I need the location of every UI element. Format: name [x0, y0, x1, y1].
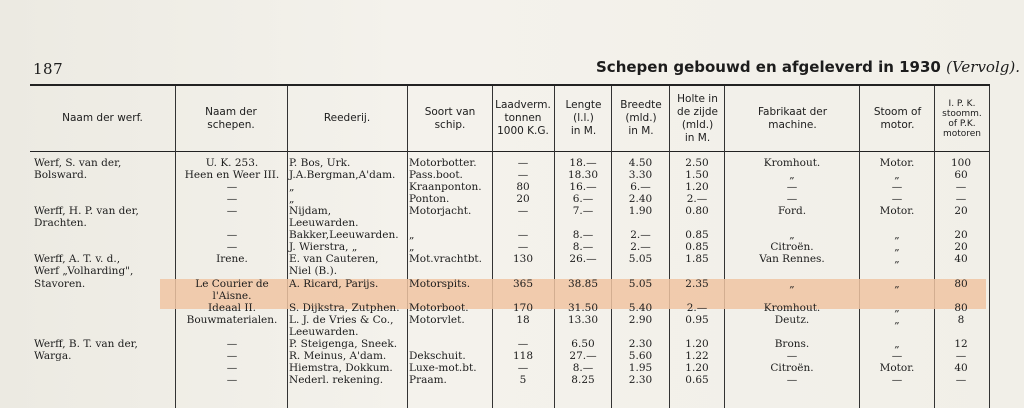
cell-laad: — — [517, 241, 529, 254]
cell-fabr: — — [786, 373, 798, 386]
cell-fabr: — — [786, 193, 798, 206]
cell-laad: 130 — [512, 253, 534, 266]
cell-reed: Leeuwarden. — [289, 217, 359, 230]
cell-soort: Motorvlet. — [409, 313, 465, 326]
cell-reed: „ — [289, 193, 295, 206]
cell-naam: — — [226, 373, 238, 386]
cell-naam: Heen en Weer III. — [184, 169, 280, 182]
cell-leng: 16.— — [569, 181, 597, 194]
cell-holte: 1.50 — [685, 169, 709, 182]
header-ipk: I. P. K. stoomm. of P.K. motoren — [942, 98, 982, 139]
cell-stoom: „ — [894, 253, 900, 266]
cell-reed: A. Ricard, Parijs. — [289, 277, 379, 290]
table-row — [0, 206, 1024, 217]
table-row — [0, 170, 1024, 181]
page-number: 187 — [33, 60, 64, 78]
cell-naam: Ideaal II. — [208, 301, 256, 314]
cell-laad: 170 — [512, 301, 534, 314]
cell-stoom: Motor. — [879, 361, 915, 374]
cell-leng: 8.— — [572, 361, 594, 374]
table-row — [0, 315, 1024, 326]
cell-bre: 2.90 — [628, 313, 653, 326]
cell-ipk: 80 — [954, 301, 968, 314]
cell-holte: 0.80 — [685, 205, 709, 218]
cell-naam: — — [226, 181, 238, 194]
cell-bre: 4.50 — [628, 157, 653, 169]
cell-soort: Kraanponton. — [409, 181, 482, 194]
cell-laad: 20 — [516, 193, 530, 206]
cell-reed: J.A.Bergman,A'dam. — [289, 169, 396, 182]
cell-fabr: Citroën. — [770, 361, 814, 374]
cell-ipk: 40 — [954, 361, 968, 374]
cell-reed: Nijdam, — [289, 205, 332, 218]
table-row — [0, 254, 1024, 265]
header-stoom: Stoom of motor. — [873, 105, 922, 131]
cell-werf: Stavoren. — [34, 277, 86, 290]
cell-ipk: 40 — [954, 253, 968, 266]
cell-ipk: 60 — [954, 169, 968, 182]
cell-reed: Leeuwarden. — [289, 325, 359, 338]
cell-reed: Bakker,Leeuwarden. — [289, 229, 399, 242]
cell-holte: 1.22 — [685, 349, 709, 362]
cell-laad: — — [517, 157, 529, 169]
cell-leng: 7.— — [572, 205, 594, 218]
cell-laad: 5 — [519, 373, 527, 386]
cell-holte: 0.95 — [685, 313, 709, 326]
cell-holte: 1.20 — [685, 337, 709, 350]
cell-reed: S. Dijkstra, Zutphen. — [289, 301, 400, 314]
table-row — [0, 351, 1024, 362]
table-row — [0, 339, 1024, 350]
cell-stoom: „ — [894, 313, 900, 326]
cell-leng: 13.30 — [567, 313, 599, 326]
cell-ipk: 100 — [950, 157, 972, 169]
cell-holte: 1.85 — [685, 253, 709, 266]
cell-soort: „ — [409, 229, 415, 242]
cell-ipk: 8 — [957, 313, 965, 326]
header-lengte: Lengte (l.l.) in M. — [565, 99, 602, 137]
cell-stoom: Motor. — [879, 205, 915, 218]
cell-reed: Niel (B.). — [289, 265, 338, 278]
cell-holte: 1.20 — [685, 361, 709, 374]
cell-leng: 26.— — [569, 253, 597, 266]
cell-stoom: „ — [894, 241, 900, 254]
cell-werf: Werff, A. T. v. d., — [34, 253, 121, 266]
cell-naam: Irene. — [216, 253, 248, 266]
cell-holte: 2.— — [686, 193, 708, 206]
header-reederij: Reederij. — [323, 112, 371, 124]
header-breedte: Breedte (mld.) in M. — [620, 99, 662, 137]
cell-laad: — — [517, 229, 529, 242]
cell-stoom: — — [891, 349, 903, 362]
cell-stoom: — — [891, 193, 903, 206]
cell-holte: 1.20 — [685, 181, 709, 194]
cell-fabr: — — [786, 181, 798, 194]
cell-soort: Luxe-mot.bt. — [409, 361, 477, 374]
cell-laad: 18 — [516, 313, 530, 326]
cell-ipk: — — [955, 181, 967, 194]
table-row — [0, 363, 1024, 374]
cell-reed: R. Meinus, A'dam. — [289, 349, 387, 362]
cell-stoom: „ — [894, 229, 900, 242]
cell-leng: 6.— — [572, 193, 594, 206]
table-row — [0, 158, 1024, 169]
table-row — [0, 375, 1024, 386]
cell-leng: 8.— — [572, 229, 594, 242]
cell-fabr: — — [786, 349, 798, 362]
cell-bre: 2.— — [630, 229, 651, 242]
cell-leng: 31.50 — [567, 301, 599, 314]
cell-holte: 0.85 — [685, 229, 709, 242]
cell-holte: 0.65 — [685, 373, 709, 386]
cell-holte: 2.35 — [685, 277, 709, 290]
cell-laad: — — [517, 169, 529, 182]
cell-laad: — — [517, 205, 529, 218]
header-soort: Soort van schip. — [424, 105, 476, 131]
cell-bre: 5.05 — [628, 253, 653, 266]
cell-stoom: — — [891, 181, 903, 194]
cell-werf: Werf, S. van der, — [34, 157, 122, 169]
cell-leng: 8.25 — [571, 373, 595, 386]
cell-laad: 118 — [512, 349, 534, 362]
cell-holte: 2.50 — [685, 157, 709, 169]
cell-bre: 2.30 — [628, 373, 653, 386]
cell-ipk: 20 — [954, 241, 968, 254]
cell-leng: 27.— — [569, 349, 597, 362]
cell-ipk: — — [955, 349, 967, 362]
cell-holte: 0.85 — [685, 241, 709, 254]
cell-werf: Werff, B. T. van der, — [34, 337, 138, 350]
cell-fabr: „ — [789, 169, 795, 182]
cell-laad: — — [517, 337, 529, 350]
cell-werf: Werf „Volharding", — [34, 265, 134, 278]
cell-bre: 2.— — [630, 241, 651, 254]
cell-laad: 365 — [512, 277, 534, 290]
cell-naam: — — [226, 361, 238, 374]
cell-reed: L. J. de Vries & Co., — [289, 313, 394, 326]
cell-reed: „ — [289, 181, 295, 194]
cell-reed: J. Wierstra, „ — [289, 241, 358, 254]
cell-fabr: Brons. — [774, 337, 810, 350]
cell-soort: Mot.vrachtbt. — [409, 253, 482, 266]
cell-leng: 18.— — [569, 157, 597, 169]
cell-soort: Praam. — [409, 373, 447, 386]
cell-naam: U. K. 253. — [205, 157, 259, 169]
cell-soort: Dekschuit. — [409, 349, 466, 362]
table-row — [0, 194, 1024, 205]
cell-bre: 1.90 — [628, 205, 653, 218]
cell-naam: Bouwmaterialen. — [186, 313, 278, 326]
cell-fabr: Ford. — [777, 205, 807, 218]
page-title: Schepen gebouwd en afgeleverd in 1930 (Vervolg). — [596, 58, 1020, 76]
cell-leng: 8.— — [572, 241, 594, 254]
table-row — [0, 327, 1024, 338]
cell-stoom: Motor. — [879, 157, 915, 169]
cell-werf: Drachten. — [34, 217, 87, 230]
cell-fabr: „ — [789, 277, 795, 290]
cell-ipk: 80 — [954, 277, 968, 290]
cell-reed: Nederl. rekening. — [289, 373, 384, 386]
cell-naam: l'Aisne. — [212, 289, 252, 302]
header-laadverm: Laadverm. tonnen 1000 K.G. — [495, 99, 551, 137]
cell-reed: E. van Cauteren, — [289, 253, 379, 266]
cell-soort: Pass.boot. — [409, 169, 463, 182]
cell-soort: „ — [409, 241, 415, 254]
table-row — [0, 266, 1024, 277]
header-rule — [30, 151, 990, 152]
cell-naam: — — [226, 193, 238, 206]
cell-reed: Hiemstra, Dokkum. — [289, 361, 393, 374]
cell-reed: P. Bos, Urk. — [289, 157, 351, 169]
cell-bre: 5.05 — [628, 277, 653, 290]
cell-holte: 2.— — [686, 301, 708, 314]
cell-werf: Werff, H. P. van der, — [34, 205, 139, 218]
cell-ipk: — — [955, 193, 967, 206]
cell-bre: 5.40 — [628, 301, 653, 314]
cell-werf: Warga. — [34, 349, 72, 362]
table-row — [0, 218, 1024, 229]
cell-laad: — — [517, 361, 529, 374]
cell-fabr: „ — [789, 229, 795, 242]
cell-bre: 2.40 — [628, 193, 653, 206]
cell-fabr: Van Rennes. — [759, 253, 825, 266]
cell-naam: — — [226, 229, 238, 242]
cell-stoom: „ — [894, 337, 900, 350]
cell-naam: — — [226, 337, 238, 350]
table-row — [0, 303, 1024, 314]
cell-naam: Le Courier de — [195, 277, 269, 290]
table-row — [0, 182, 1024, 193]
cell-leng: 18.30 — [567, 169, 599, 182]
cell-ipk: 20 — [954, 229, 968, 242]
cell-soort: Motorjacht. — [409, 205, 472, 218]
header-holte: Holte in de zijde (mld.) in M. — [677, 92, 718, 144]
cell-laad: 80 — [516, 181, 530, 194]
cell-leng: 38.85 — [567, 277, 599, 290]
cell-bre: 1.95 — [628, 361, 653, 374]
cell-ipk: — — [955, 373, 967, 386]
cell-bre: 3.30 — [628, 169, 653, 182]
cell-stoom: „ — [894, 277, 900, 290]
table-row — [0, 242, 1024, 253]
table-row — [0, 279, 1024, 290]
table-row — [0, 230, 1024, 241]
cell-fabr: Kromhout. — [763, 157, 821, 169]
header-werf: Naam der werf. — [62, 112, 143, 124]
cell-ipk: 20 — [954, 205, 968, 218]
cell-soort: Motorspits. — [409, 277, 471, 290]
cell-fabr: Kromhout. — [763, 301, 821, 314]
cell-bre: 5.60 — [628, 349, 653, 362]
cell-leng: 6.50 — [571, 337, 595, 350]
header-fabrikaat: Fabrikaat der machine. — [757, 105, 828, 131]
cell-soort: Motorboot. — [409, 301, 469, 314]
cell-bre: 6.— — [630, 181, 651, 194]
cell-soort: Motorbotter. — [409, 157, 477, 169]
cell-fabr: Citroën. — [770, 241, 814, 254]
cell-reed: P. Steigenga, Sneek. — [289, 337, 398, 350]
cell-naam: — — [226, 349, 238, 362]
cell-bre: 2.30 — [628, 337, 653, 350]
table-row — [0, 291, 1024, 302]
cell-stoom: „ — [894, 169, 900, 182]
cell-ipk: 12 — [954, 337, 968, 350]
cell-naam: — — [226, 241, 238, 254]
header-naam: Naam der schepen. — [205, 105, 257, 131]
cell-naam: — — [226, 205, 238, 218]
cell-werf: Bolsward. — [34, 169, 88, 182]
cell-stoom: „ — [894, 301, 900, 314]
cell-stoom: — — [891, 373, 903, 386]
cell-fabr: Deutz. — [774, 313, 810, 326]
cell-soort: Ponton. — [409, 193, 450, 206]
